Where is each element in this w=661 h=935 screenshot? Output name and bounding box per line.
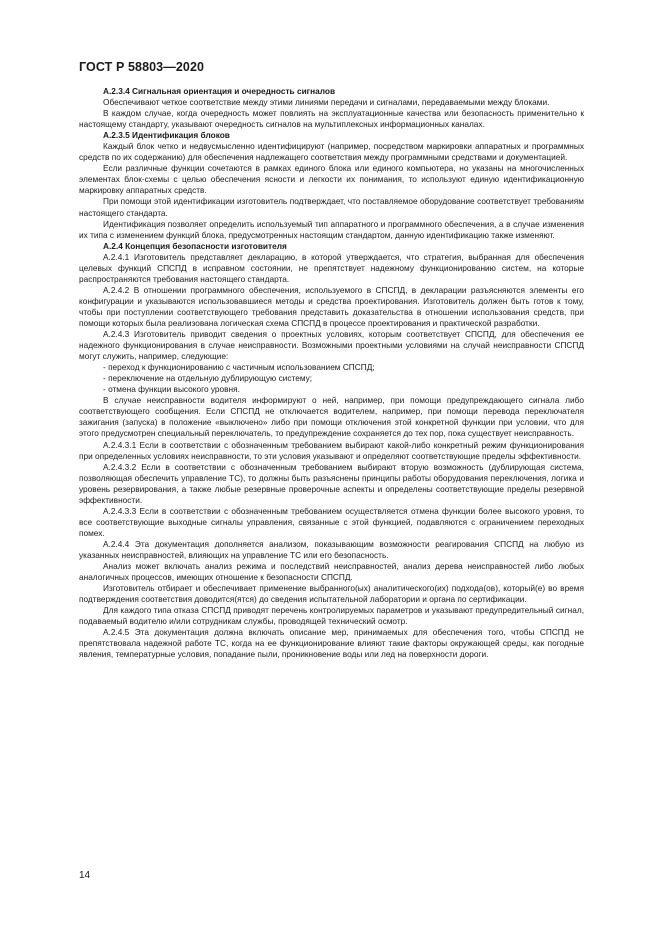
paragraph: А.2.4.5 Эта документация должна включать описание мер, принимаемых для обеспечения того, чтобы СПСПД не препятствовала надежной работе ТС, когда на ее функционирование влияют такие факторы окружающей среды, как погодные явления, температурные условия, попадание пыли, проникновение воды или лед на поверхности дороги. <box>79 627 584 660</box>
paragraph: Идентификация позволяет определить используемый тип аппаратного и программного обеспечения, а в случае изменения их типа с изменением функций блока, предусмотренных настоящим стандартом, данную идентификацию также изменяют. <box>79 218 584 240</box>
paragraph: Каждый блок четко и недвусмысленно идентифицируют (например, посредством маркировки аппаратных и программных средств по их содержанию) для обеспечения надлежащего соответствия между программными средствами и документацией. <box>79 141 584 163</box>
document-header: ГОСТ Р 58803—2020 <box>79 60 205 74</box>
paragraph: При помощи этой идентификации изготовитель подтверждает, что поставляемое оборудование соответствует требованиям настоящего стандарта. <box>79 196 584 218</box>
paragraph: А.2.4.3.2 Если в соответствии с обозначенным требованием выбирают вторую возможность (дублирующая система, позволяющая обеспечить управление ТС), то должны быть разъяснены принципы работы оборудования переключения, логика и уровень резервирования, а также любые резервные проверочные аспекты и определены соответствующие пределы резервной эффективности. <box>79 461 584 505</box>
document-body <box>79 86 584 660</box>
paragraph: Изготовитель отбирает и обеспечивает применение выбранного(ых) аналитического(их) подхода(ов), который(е) во время подтверждения соответствия доводится(ятся) до сведения испытательной лаборатории и органа по сертификации. <box>79 583 584 605</box>
paragraph: Если различные функции сочетаются в рамках единого блока или единого компьютера, но указаны на многочисленных элементах блок-схемы с целью обеспечения ясности и легкости их понимания, то используют единую идентификационную маркировку аппаратных средств. <box>79 163 584 196</box>
paragraph: А.2.4.1 Изготовитель представляет декларацию, в которой утверждается, что стратегия, выбранная для обеспечения целевых функций СПСПД в исправном состоянии, не препятствует надежному функционированию систем, на которые распространяются требования настоящего стандарта. <box>79 251 584 284</box>
paragraph: Анализ может включать анализ режима и последствий неисправностей, анализ дерева неисправностей либо любых аналогичных процессов, имеющих отношение к безопасности СПСПД. <box>79 561 584 583</box>
paragraph: А.2.4.3 Изготовитель приводит сведения о проектных условиях, которым соответствует СПСПД, для обеспечения ее надежного функционирования в случае неисправности. Возможными проектными условиями на случай неисправности СПСПД могут служить, например, следующие: <box>79 329 584 362</box>
paragraph: Обеспечивают четкое соответствие между этими линиями передачи и сигналами, передаваемыми между блоками. <box>103 97 550 108</box>
section-heading: А.2.3.5 Идентификация блоков <box>103 130 230 141</box>
paragraph: В случае неисправности водителя информируют о ней, например, при помощи предупреждающего сигнала либо соответствующего сообщения. Если СПСПД не отключается водителем, например, при помощи перевода переключателя зажигания (запуска) в положение «выключено» либо при помощи отключения этой конкретной функции при условии, что для этого предусмотрен специальный переключатель, то предупреждение сохраняется до тех пор, пока существует неисправность. <box>79 395 584 439</box>
paragraph: А.2.4.3.1 Если в соответствии с обозначенным требованием выбирают какой-либо конкретный режим функционирования при определенных условиях неисправности, то эти условия указывают и определяют соответствующие пределы эффективности. <box>79 439 584 461</box>
paragraph: А.2.4.4 Эта документация дополняется анализом, показывающим возможности реагирования СПСПД на любую из указанных неисправностей, влияющих на управление ТС или его безопасность. <box>79 538 584 560</box>
paragraph: Для каждого типа отказа СПСПД приводят перечень контролируемых параметров и указывают предупредительный сигнал, подаваемый водителю и/или сотрудникам службы, проводящей технический осмотр. <box>79 605 584 627</box>
paragraph: В каждом случае, когда очередность может повлиять на эксплуатационные качества или безопасность применительно к настоящему стандарту, указывают очередность сигналов на мультиплексных информационных каналах. <box>79 108 584 130</box>
section-heading: А.2.3.4 Сигнальная ориентация и очередность сигналов <box>103 86 336 96</box>
paragraph: А.2.4.3.3 Если в соответствии с обозначенным требованием осуществляется отмена функции более высокого уровня, то все соответствующие выходные сигналы управления, связанные с этой функцией, подавляются с ограничением переходных помех. <box>79 505 584 538</box>
list-item: - переход к функционированию с частичным использованием СПСПД; <box>103 362 375 373</box>
list-item: - переключение на отдельную дублирующую систему; <box>103 373 313 384</box>
page-number: 14 <box>79 870 91 881</box>
paragraph: А.2.4.2 В отношении программного обеспечения, используемого в СПСПД, в декларации разъясняются элементы его конфигурации и указываются использовавшиеся методы и средства проектирования. Изготовитель должен быть готов к тому, чтобы при поступлении соответствующего требования представить доказательства в отношении использования средств, при помощи которых была реализована логическая схема СПСПД в процессе проектирования и практической разработки. <box>79 284 584 328</box>
list-item: - отмена функции высокого уровня. <box>103 384 240 395</box>
section-heading: А.2.4 Концепция безопасности изготовителя <box>103 240 287 251</box>
